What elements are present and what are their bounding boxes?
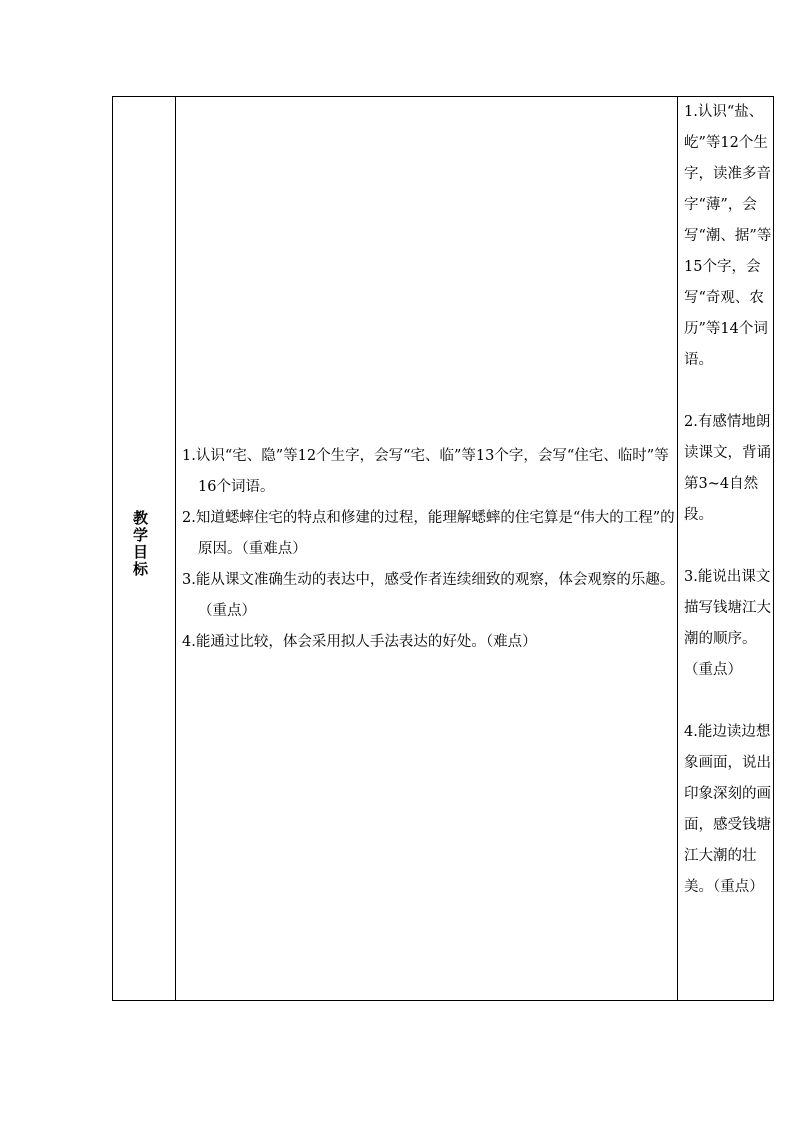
row-label: 教学目标: [133, 509, 149, 578]
main-objective-item: 2.知道蟋蟀住宅的特点和修建的过程，能理解蟋蟀的住宅算是“伟大的工程”的原因。（重难点）: [182, 510, 675, 557]
side-objectives-list: [684, 97, 774, 903]
main-objectives-cell: [176, 97, 678, 1000]
side-objective-item: 2.有感情地朗读课文，背诵第3~4自然段。: [684, 414, 771, 523]
main-objective-item: 1.认识“宅、隐”等12个生字，会写“宅、临”等13个字，会写“住宅、临时”等16个词语。: [182, 448, 669, 495]
main-objectives-list: [182, 441, 676, 658]
row-label-cell: [113, 97, 176, 1000]
side-objective-item: 1.认识“盐、屹”等12个生字，读准多音字“薄”，会写“潮、据”等15个字，会写“奇观、农历”等14个词语。: [684, 104, 772, 368]
side-objective-item: 4.能边读边想象画面，说出印象深刻的画面，感受钱塘江大潮的壮美。（重点）: [684, 724, 771, 895]
side-objective-item: 3.能说出课文描写钱塘江大潮的顺序。（重点）: [684, 569, 771, 678]
objectives-table: [112, 96, 774, 1001]
main-objective-item: 3.能从课文准确生动的表达中，感受作者连续细致的观察，体会观察的乐趣。（重点）: [182, 572, 675, 619]
side-objectives-cell: [678, 97, 775, 1000]
main-objective-item: 4.能通过比较，体会采用拟人手法表达的好处。（难点）: [182, 634, 537, 650]
